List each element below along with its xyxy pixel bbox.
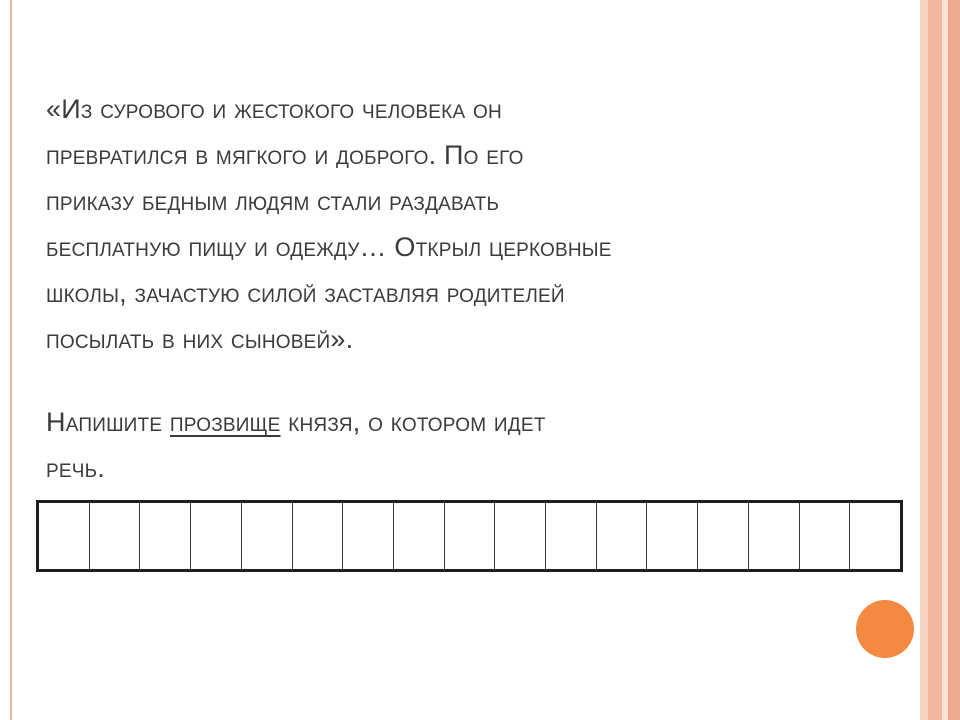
quote-line: школы, зачастую силой заставляя родителей: [46, 278, 565, 308]
answer-grid[interactable]: [36, 500, 903, 572]
left-border-line: [10, 0, 12, 720]
task-keyword: прозвище: [169, 407, 281, 437]
quote-line: «Из сурового и жестокого человека он: [46, 94, 502, 124]
answer-cell[interactable]: [800, 503, 851, 569]
answer-cell[interactable]: [242, 503, 293, 569]
quote-line: бесплатную пищу и одежду… Открыл церковные: [46, 232, 612, 262]
answer-cell[interactable]: [191, 503, 242, 569]
answer-cell[interactable]: [546, 503, 597, 569]
band-stripe: [928, 0, 942, 720]
answer-cell[interactable]: [698, 503, 749, 569]
answer-cell[interactable]: [394, 503, 445, 569]
task-text: [46, 399, 926, 491]
answer-cell[interactable]: [749, 503, 800, 569]
task-line-2: речь.: [46, 453, 105, 483]
quote-line: превратился в мягкого и доброго. По его: [46, 140, 524, 170]
answer-cell[interactable]: [90, 503, 141, 569]
answer-cell[interactable]: [343, 503, 394, 569]
quote-line: посылать в них сыновей».: [46, 324, 354, 354]
task-prefix: Напишите: [46, 407, 170, 437]
band-stripe: [948, 0, 960, 720]
answer-cell[interactable]: [647, 503, 698, 569]
answer-cell[interactable]: [140, 503, 191, 569]
task-suffix: князя, о котором идет: [280, 407, 546, 437]
quote-text: [46, 86, 926, 362]
answer-cell[interactable]: [850, 503, 900, 569]
answer-cell[interactable]: [39, 503, 90, 569]
task-line: [46, 399, 926, 445]
orange-circle-icon: [856, 600, 914, 658]
right-decorative-band: [920, 0, 960, 720]
answer-cell[interactable]: [293, 503, 344, 569]
answer-cell[interactable]: [445, 503, 496, 569]
answer-cell[interactable]: [597, 503, 648, 569]
quote-line: приказу бедным людям стали раздавать: [46, 186, 500, 216]
answer-cell[interactable]: [495, 503, 546, 569]
